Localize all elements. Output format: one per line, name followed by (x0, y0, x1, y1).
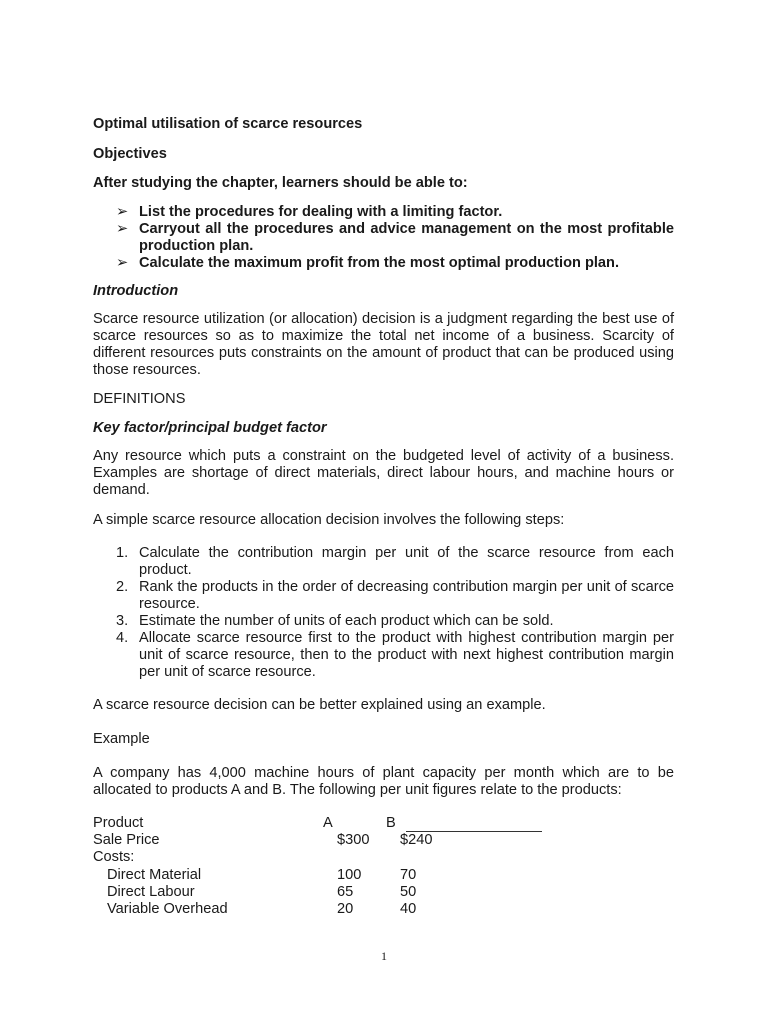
steps-intro: A simple scarce resource allocation decision involves the following steps: (93, 512, 565, 528)
steps-list (116, 545, 674, 681)
table-row: Costs: (93, 849, 135, 866)
list-item: 1. Calculate the contribution margin per unit of the scarce resource from each product. (116, 545, 674, 578)
arrow-bullet-icon: ➢ (116, 221, 129, 237)
objectives-list (116, 204, 674, 272)
table-row: Direct Labour 65 50 (107, 883, 417, 900)
page-number: 1 (381, 949, 387, 963)
arrow-bullet-icon: ➢ (116, 204, 129, 220)
introduction-paragraph: Scarce resource utilization (or allocation) decision is a judgment regarding the best use of scarce resources so as to maximize the total net income of a business. Scarcity of different resources puts constraints on the amount of product that can be produced using those resources. (93, 311, 674, 378)
table-row: Direct Material 100 70 (107, 866, 417, 883)
table-row: Sale Price $300 $240 (93, 832, 433, 849)
table-row: Variable Overhead 20 40 (107, 900, 417, 917)
column-a-header: A (323, 815, 333, 831)
list-item: ➢ List the procedures for dealing with a limiting factor. (116, 204, 503, 220)
example-intro: A scarce resource decision can be better explained using an example. (93, 697, 546, 713)
document-title: Optimal utilisation of scarce resources (93, 116, 363, 132)
table-header-row (93, 815, 453, 832)
definitions-heading: DEFINITIONS (93, 391, 186, 407)
introduction-heading: Introduction (93, 283, 179, 299)
key-factor-paragraph: Any resource which puts a constraint on the budgeted level of activity of a business. Examples are shortage of direct materials, direct labour hours, and machine hours or demand. (93, 448, 674, 498)
arrow-bullet-icon: ➢ (116, 255, 129, 271)
key-factor-heading: Key factor/principal budget factor (93, 420, 327, 436)
example-heading: Example (93, 731, 150, 747)
list-item: ➢ Carryout all the procedures and advice management on the most profitable production plan. (116, 221, 674, 254)
table-header-label: Product (93, 815, 144, 831)
list-item: 2. Rank the products in the order of decreasing contribution margin per unit of scarce resource. (116, 579, 674, 612)
column-b-header: B (386, 815, 396, 831)
objectives-intro: After studying the chapter, learners should be able to: (93, 175, 468, 191)
product-cost-table (93, 815, 453, 918)
list-item: ➢ Calculate the maximum profit from the most optimal production plan. (116, 255, 620, 271)
list-item: 4. Allocate scarce resource first to the product with highest contribution margin per unit of scarce resource, then to the product with next highest contribution margin per unit of scarce resource. (116, 630, 674, 680)
objectives-heading: Objectives (93, 146, 167, 162)
example-paragraph: A company has 4,000 machine hours of plant capacity per month which are to be allocated to products A and B. The following per unit figures relate to the products: (93, 765, 674, 798)
list-item: 3. Estimate the number of units of each product which can be sold. (116, 613, 554, 629)
